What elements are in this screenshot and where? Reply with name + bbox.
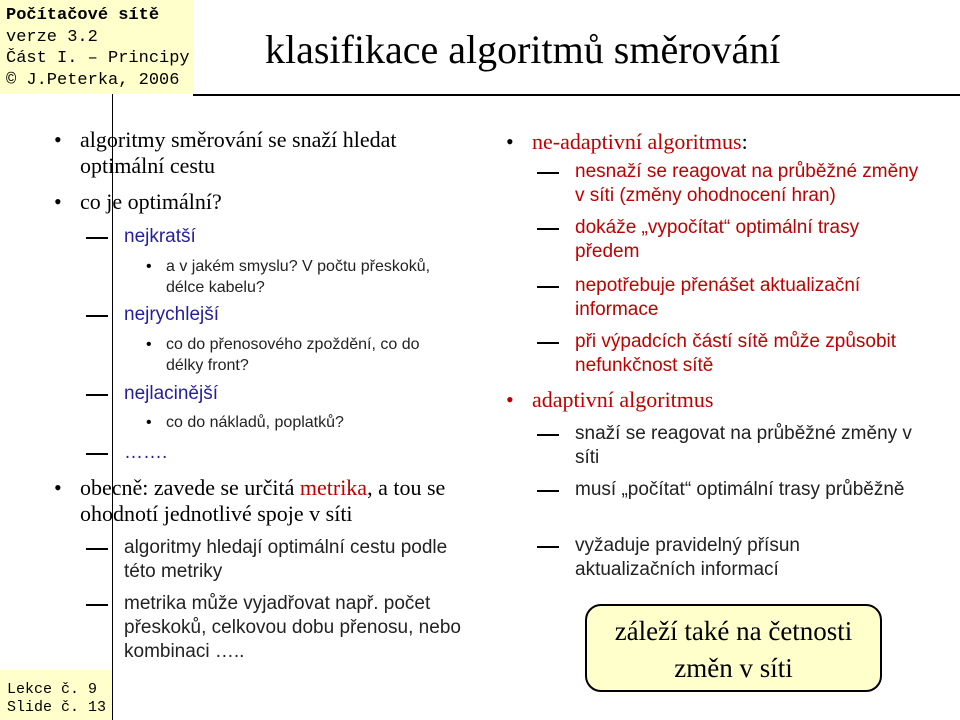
- metrika-text-b: , a tou se ohodnotí jednotlivé spoje v síti: [80, 475, 446, 526]
- course-name: Počítačové sítě: [6, 6, 160, 25]
- slide-number: [7, 681, 106, 717]
- ne-adaptivni-colon: :: [741, 129, 748, 154]
- note-box: záleží také na četnosti změn v síti: [585, 604, 882, 692]
- bullet-ne-adaptivni: [532, 129, 932, 155]
- dash-vyjadrovat: metrika může vyjadřovat např. počet přeskoků, celkovou dobu přenosu, nebo kombinaci …..: [124, 592, 469, 664]
- dash-dokaze: dokáže „vypočítat“ optimální trasy předem: [575, 216, 925, 264]
- lekce-label: Lekce č. 9: [7, 681, 98, 698]
- bullet-metrika: [80, 475, 460, 527]
- dash-nejlacinejsi: nejlacinější: [124, 382, 444, 406]
- course-info: [6, 5, 190, 91]
- sub-nejrychlejsi: • co do přenosového zpoždění, co do délky front?: [166, 334, 456, 376]
- bullet-adaptivni: • adaptivní algoritmus: [532, 387, 932, 413]
- metrika-text-a: obecně: zavede se určitá: [80, 475, 300, 500]
- sub-nejlacinejsi: • co do nákladů, poplatků?: [166, 412, 466, 433]
- dash-snazi: snaží se reagovat na průběžné změny v síti: [575, 422, 925, 470]
- dash-musi: musí „počítat“ optimální trasy průběžně: [575, 478, 925, 502]
- slide-label: Slide č. 13: [7, 699, 107, 716]
- bullet-what-is-optimal: • co je optimální?: [80, 189, 440, 215]
- bullet-optimal-path: • algoritmy směrování se snaží hledat optimální cestu: [80, 127, 440, 179]
- side-divider: [112, 94, 113, 720]
- sub-nejkratsi: • a v jakém smyslu? V počtu přeskoků, délce kabelu?: [166, 256, 466, 298]
- course-part: Část I. – Principy: [6, 49, 190, 68]
- dash-nepotrebuje: nepotřebuje přenášet aktualizační informace: [575, 274, 925, 322]
- title-divider: [193, 94, 960, 96]
- ne-adaptivni-term: ne-adaptivní algoritmus: [532, 129, 742, 154]
- course-version: verze 3.2: [6, 27, 98, 47]
- dash-nesnazi: nesnaží se reagovat na průběžné změny v síti (změny ohodnocení hran): [575, 160, 925, 208]
- dash-nejkratsi: nejkratší: [124, 225, 444, 249]
- dash-nejrychlejsi: nejrychlejší: [124, 303, 444, 327]
- slide-title: klasifikace algoritmů směrování: [265, 27, 781, 72]
- dash-hledaji: algoritmy hledají optimální cestu podle této metriky: [124, 536, 469, 584]
- metrika-term: metrika: [299, 475, 368, 500]
- dash-vyzaduje: vyžaduje pravidelný přísun aktualizačních informací: [575, 534, 925, 582]
- dash-etc: …….: [124, 441, 444, 465]
- course-copyright: © J.Peterka, 2006: [6, 70, 180, 90]
- dash-vypadcich: při výpadcích částí sítě může způsobit nefunkčnost sítě: [575, 330, 925, 378]
